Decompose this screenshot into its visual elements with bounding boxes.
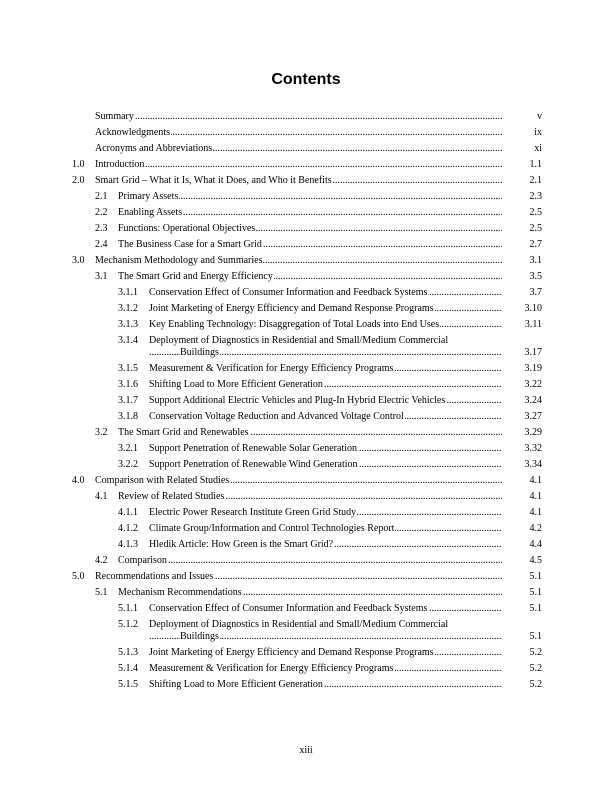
toc-entry-title-container <box>95 127 502 139</box>
toc-entry-title-container <box>95 571 502 583</box>
toc-entry[interactable] <box>72 143 542 155</box>
toc-entry-page: 2.5 <box>529 207 542 218</box>
toc-entry-page: 2.5 <box>529 223 542 234</box>
toc-entry-number: 5.1.3 <box>118 647 138 658</box>
toc-entry-page: 5.2 <box>529 679 542 690</box>
page-number: xiii <box>299 745 313 756</box>
toc-entry-title-container <box>118 191 502 203</box>
toc-entry-title: Support Additional Electric Vehicles and Plug-In Hybrid Electric Vehicles <box>149 395 446 406</box>
toc-entry-title-container <box>95 111 502 123</box>
toc-entry-title-container <box>149 663 502 675</box>
toc-entry-page: 5.2 <box>529 663 542 674</box>
toc-entry-number: 5.0 <box>72 571 85 582</box>
toc-entry[interactable] <box>72 603 542 615</box>
toc-entry-number: 2.2 <box>95 207 108 218</box>
page-title: Contents <box>271 71 341 88</box>
toc-entry[interactable] <box>72 239 542 251</box>
toc-entry-title: Introduction <box>95 159 145 170</box>
toc-entry-title-container <box>118 587 502 599</box>
toc-entry[interactable] <box>72 507 542 519</box>
toc-entry-title: Electric Power Research Institute Green Grid Study <box>149 507 357 518</box>
toc-entry-number: 3.1.2 <box>118 303 138 314</box>
toc-entry-title: Conservation Effect of Consumer Information and Feedback Systems <box>149 603 428 614</box>
toc-entry[interactable] <box>72 127 542 139</box>
toc-entry-title: Functions: Operational Objectives <box>118 223 256 234</box>
toc-entry-title-container <box>149 507 502 519</box>
toc-entry-title-container <box>149 523 502 535</box>
toc-entry-title-container <box>95 475 502 487</box>
toc-entry-title: Conservation Effect of Consumer Information and Feedback Systems <box>149 287 428 298</box>
toc-entry-page: 1.1 <box>529 159 542 170</box>
toc-entry[interactable] <box>72 379 542 391</box>
toc-entry-page: 3.34 <box>524 459 542 470</box>
toc-entry-page: 3.29 <box>524 427 542 438</box>
toc-entry-title: Measurement & Verification for Energy Efficiency Programs <box>149 663 394 674</box>
toc-entry[interactable] <box>72 679 542 691</box>
toc-entry-title-container <box>118 223 502 235</box>
toc-entry-title-container <box>149 287 502 299</box>
toc-entry-title: Support Penetration of Renewable Solar Generation <box>149 443 357 454</box>
toc-entry-title: Mechanism Methodology and Summaries <box>95 255 263 266</box>
toc-entry-title-container <box>118 555 502 567</box>
toc-entry-number: 5.1.5 <box>118 679 138 690</box>
toc-entry-page: 5.1 <box>529 603 542 614</box>
toc-entry-page: 2.7 <box>529 239 542 250</box>
toc-entry-number: 3.2 <box>95 427 108 438</box>
toc-entry-number: 2.3 <box>95 223 108 234</box>
toc-entry[interactable] <box>72 303 542 315</box>
toc-entry-title: Deployment of Diagnostics in Residential and Small/Medium Commercial <box>149 335 502 347</box>
toc-entry[interactable] <box>72 587 542 599</box>
toc-entry-page: 3.17 <box>524 347 542 358</box>
toc-entry-title-continued: Buildings <box>180 631 219 642</box>
toc-entry[interactable] <box>72 427 542 439</box>
toc-entry-title: Enabling Assets <box>118 207 183 218</box>
toc-entry-title: Recommendations and Issues <box>95 571 214 582</box>
toc-entry-title-container <box>149 619 502 643</box>
toc-entry-page: 3.10 <box>524 303 542 314</box>
toc-entry[interactable] <box>72 491 542 503</box>
toc-entry-page: 3.27 <box>524 411 542 422</box>
toc-entry-title: Shifting Load to More Efficient Generation <box>149 379 323 390</box>
toc-entry-title: Primary Assets <box>118 191 179 202</box>
toc-entry-number: 3.1.3 <box>118 319 138 330</box>
toc-entry-title: Deployment of Diagnostics in Residential and Small/Medium Commercial <box>149 619 502 631</box>
toc-entry[interactable] <box>72 539 542 551</box>
toc-entry-number: 4.0 <box>72 475 85 486</box>
toc-entry[interactable] <box>72 475 542 487</box>
toc-entry-number: 5.1.1 <box>118 603 138 614</box>
toc-entry-title-container <box>95 159 502 171</box>
toc-entry-page: ix <box>534 127 542 138</box>
toc-entry-number: 5.1.2 <box>118 619 138 630</box>
toc-entry-page: 4.4 <box>529 539 542 550</box>
toc-entry-page: xi <box>534 143 542 154</box>
toc-entry-page: 4.2 <box>529 523 542 534</box>
toc-entry-title-container <box>149 319 502 331</box>
toc-entry-title-container <box>95 255 502 267</box>
toc-entry-number: 5.1.4 <box>118 663 138 674</box>
toc-entry-page: 5.1 <box>529 571 542 582</box>
toc-entry-number: 3.1.6 <box>118 379 138 390</box>
toc-entry[interactable] <box>72 255 542 267</box>
toc-entry-number: 1.0 <box>72 159 85 170</box>
toc-entry-title: Climate Group/Information and Control Technologies Report <box>149 523 395 534</box>
toc-entry-number: 3.0 <box>72 255 85 266</box>
toc-entry[interactable] <box>72 459 542 471</box>
toc-entry-page: 4.1 <box>529 475 542 486</box>
toc-entry-title-container <box>149 379 502 391</box>
toc-entry[interactable] <box>72 555 542 567</box>
toc-entry-title-container <box>149 411 502 423</box>
toc-entry-title-container <box>149 395 502 407</box>
toc-entry[interactable] <box>72 319 542 331</box>
toc-entry-title: Shifting Load to More Efficient Generation <box>149 679 323 690</box>
toc-entry-number: 3.1.4 <box>118 335 138 346</box>
toc-entry-number: 3.2.1 <box>118 443 138 454</box>
toc-entry-number: 2.4 <box>95 239 108 250</box>
toc-entry-number: 3.1.5 <box>118 363 138 374</box>
toc-entry[interactable] <box>72 159 542 171</box>
toc-entry-title: The Smart Grid and Energy Efficiency <box>118 271 273 282</box>
toc-entry-page: 2.1 <box>529 175 542 186</box>
toc-entry-number: 4.2 <box>95 555 108 566</box>
toc-entry-page: 5.1 <box>529 587 542 598</box>
toc-entry-title: Joint Marketing of Energy Efficiency and Demand Response Programs <box>149 647 434 658</box>
toc-entry-title: Support Penetration of Renewable Wind Generation <box>149 459 358 470</box>
toc-entry[interactable] <box>72 647 542 659</box>
toc-entry-title-container <box>95 143 502 155</box>
toc-entry-page: 3.5 <box>529 271 542 282</box>
toc-entry-title: Acknowledgments <box>95 127 170 138</box>
toc-entry-page: 3.11 <box>524 319 542 330</box>
toc-entry[interactable] <box>72 175 542 187</box>
toc-entry-number: 4.1.1 <box>118 507 138 518</box>
toc-entry-page: 4.1 <box>529 491 542 502</box>
toc-entry[interactable] <box>72 223 542 235</box>
toc-entry[interactable] <box>72 619 542 643</box>
toc-entry-title: The Smart Grid and Renewables <box>118 427 249 438</box>
toc-entry-title: Smart Grid – What it Is, What it Does, and Who it Benefits <box>95 175 332 186</box>
toc-entry[interactable] <box>72 287 542 299</box>
toc-entry-title: Measurement & Verification for Energy Efficiency Programs <box>149 363 394 374</box>
toc-entry-page: 3.7 <box>529 287 542 298</box>
toc-entry-number: 3.2.2 <box>118 459 138 470</box>
toc-entry-page: v <box>537 111 542 122</box>
toc-entry[interactable] <box>72 395 542 407</box>
toc-entry-page: 2.3 <box>529 191 542 202</box>
toc-entry-page: 4.5 <box>529 555 542 566</box>
toc-entry-title-container <box>118 207 502 219</box>
toc-entry-title: Conservation Voltage Reduction and Advanced Voltage Control <box>149 411 404 422</box>
toc-entry-title-container <box>149 603 502 615</box>
toc-entry[interactable] <box>72 335 542 359</box>
toc-entry-number: 2.1 <box>95 191 108 202</box>
toc-entry-title: Comparison with Related Studies <box>95 475 230 486</box>
toc-entry-title-container <box>149 335 502 359</box>
toc-entry-title-container <box>149 303 502 315</box>
toc-entry-title-container <box>95 175 502 187</box>
toc-entry-title-container <box>149 443 502 455</box>
toc-entry-page: 5.1 <box>529 631 542 642</box>
toc-entry-number: 4.1.2 <box>118 523 138 534</box>
toc-entry-title-container <box>149 679 502 691</box>
toc-entry-title-container <box>118 239 502 251</box>
toc-entry-title: Mechanism Recommendations <box>118 587 242 598</box>
table-of-contents <box>72 111 542 695</box>
toc-entry-title: Review of Related Studies <box>118 491 225 502</box>
toc-entry-title: Joint Marketing of Energy Efficiency and Demand Response Programs <box>149 303 434 314</box>
toc-entry-page: 3.22 <box>524 379 542 390</box>
toc-entry-title: Summary <box>95 111 134 122</box>
toc-entry-page: 5.2 <box>529 647 542 658</box>
toc-entry-title-container <box>149 647 502 659</box>
toc-entry[interactable] <box>72 571 542 583</box>
toc-entry[interactable] <box>72 207 542 219</box>
toc-entry-title-container <box>118 491 502 503</box>
toc-entry[interactable] <box>72 363 542 375</box>
toc-entry-title: Hledik Article: How Green is the Smart Grid? <box>149 539 334 550</box>
toc-entry-page: 4.1 <box>529 507 542 518</box>
toc-entry-number: 3.1.1 <box>118 287 138 298</box>
toc-entry-title: Comparison <box>118 555 167 566</box>
toc-entry-number: 4.1 <box>95 491 108 502</box>
toc-entry-title: The Business Case for a Smart Grid <box>118 239 262 250</box>
toc-entry-title: Key Enabling Technology: Disaggregation of Total Loads into End Uses <box>149 319 440 330</box>
toc-entry[interactable] <box>72 663 542 675</box>
toc-entry-title-continued: Buildings <box>180 347 219 358</box>
toc-entry-number: 4.1.3 <box>118 539 138 550</box>
toc-entry-title-container <box>149 363 502 375</box>
toc-entry-page: 3.24 <box>524 395 542 406</box>
toc-entry-page: 3.32 <box>524 443 542 454</box>
toc-entry[interactable] <box>72 411 542 423</box>
toc-entry-title-container <box>149 459 502 471</box>
toc-entry-number: 3.1.7 <box>118 395 138 406</box>
toc-entry[interactable] <box>72 191 542 203</box>
toc-entry-page: 3.1 <box>529 255 542 266</box>
toc-entry-number: 3.1.8 <box>118 411 138 422</box>
toc-entry[interactable] <box>72 111 542 123</box>
toc-entry-title-container <box>149 539 502 551</box>
toc-entry-number: 5.1 <box>95 587 108 598</box>
toc-entry-number: 2.0 <box>72 175 85 186</box>
toc-entry-title-container <box>118 271 502 283</box>
toc-entry[interactable] <box>72 271 542 283</box>
toc-entry-title-container <box>118 427 502 439</box>
toc-entry[interactable] <box>72 443 542 455</box>
toc-entry-title: Acronyms and Abbreviations <box>95 143 213 154</box>
toc-entry[interactable] <box>72 523 542 535</box>
toc-entry-number: 3.1 <box>95 271 108 282</box>
toc-entry-page: 3.19 <box>524 363 542 374</box>
